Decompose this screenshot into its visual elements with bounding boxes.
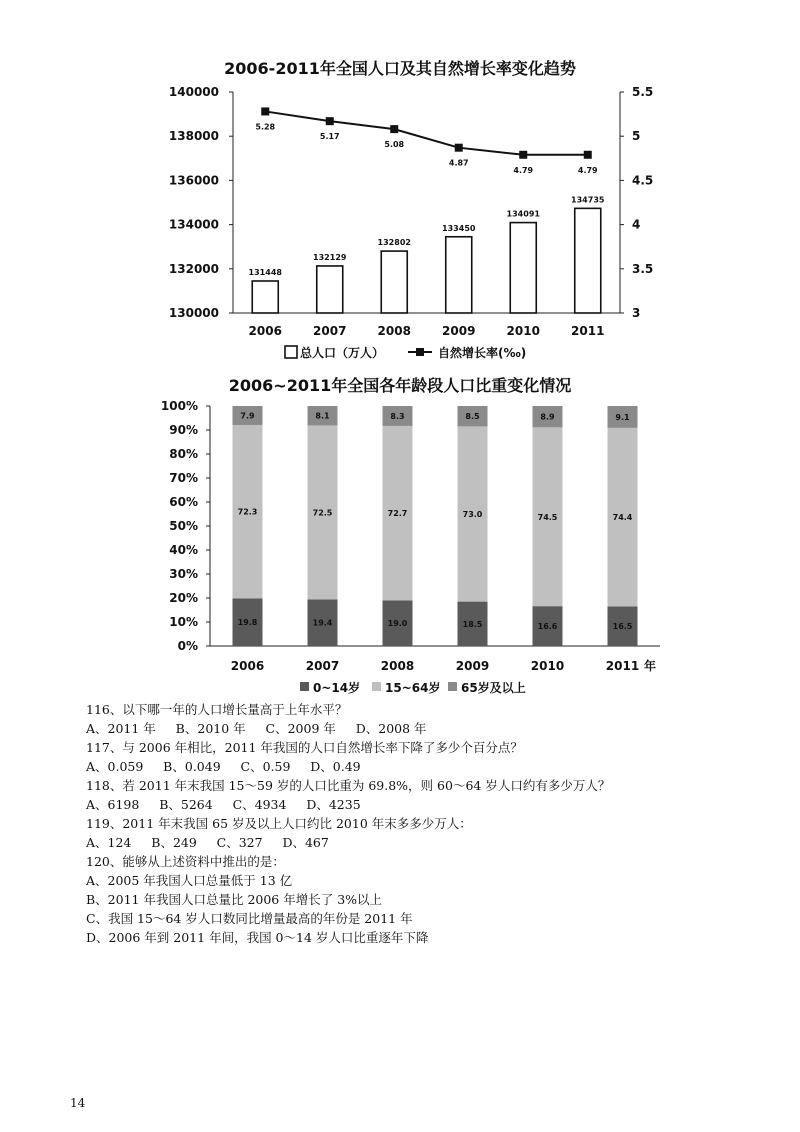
legend-label: 0~14岁	[313, 681, 361, 695]
question-line: B、2011 年我国人口总量比 2006 年增长了 3%以上	[86, 892, 383, 907]
question-line: A、2011 年 B、2010 年 C、2009 年 D、2008 年	[86, 721, 427, 736]
y-tick-label: 90%	[169, 423, 198, 437]
population-bar-label: 134735	[571, 195, 605, 205]
question-line: A、2005 年我国人口总量低于 13 亿	[86, 873, 293, 888]
left-tick-label: 132000	[168, 261, 219, 276]
right-tick-label: 3	[632, 306, 641, 320]
right-tick-label: 4.5	[632, 173, 654, 188]
population-bar-label: 132802	[377, 238, 411, 248]
question-line: A、0.059 B、0.049 C、0.59 D、0.49	[86, 759, 361, 774]
question-list	[86, 700, 610, 947]
legend-swatch	[300, 682, 309, 691]
x-tick-label: 2006	[230, 659, 265, 673]
age-segment-label: 73.0	[462, 510, 483, 519]
population-bar-label: 133450	[442, 223, 476, 233]
question-line: A、6198 B、5264 C、4934 D、4235	[86, 797, 361, 812]
left-tick-label: 138000	[168, 129, 219, 144]
y-tick-label: 80%	[169, 447, 198, 461]
right-tick-label: 4	[632, 217, 641, 232]
question-line: D、2006 年到 2011 年间，我国 0～14 岁人口比重逐年下降	[86, 930, 429, 945]
age-segment-label: 16.6	[537, 622, 558, 632]
right-tick-label: 3.5	[632, 261, 654, 276]
chart2-title: 2006~2011年全国各年龄段人口比重变化情况	[228, 376, 572, 395]
age-segment-label: 8.3	[390, 411, 405, 421]
y-tick-label: 100%	[160, 399, 198, 413]
growth-rate-label: 4.79	[577, 165, 598, 175]
age-segment-label: 74.5	[537, 512, 558, 522]
age-segment-label: 16.5	[612, 622, 633, 632]
growth-rate-label: 4.79	[513, 165, 534, 175]
question-line: 119、2011 年末我国 65 岁及以上人口约比 2010 年末多多少万人：	[86, 816, 472, 831]
x-tick-label: 2010	[506, 324, 540, 338]
growth-rate-label: 5.28	[255, 122, 276, 132]
left-tick-label: 134000	[168, 217, 219, 232]
question-line: C、我国 15～64 岁人口数同比增量最高的年份是 2011 年	[86, 911, 413, 926]
age-segment-label: 72.5	[312, 508, 333, 518]
age-segment-label: 19.8	[237, 618, 258, 628]
age-segment-label: 7.9	[240, 411, 255, 421]
question-line: A、124 B、249 C、327 D、467	[86, 835, 329, 850]
x-tick-label: 2008	[377, 324, 411, 338]
population-bar-label: 132129	[313, 252, 347, 262]
legend-label: 65岁及以上	[461, 681, 526, 695]
legend-label: 15~64岁	[385, 681, 441, 695]
age-segment-label: 72.7	[387, 509, 408, 519]
y-tick-label: 40%	[169, 543, 198, 557]
y-tick-label: 50%	[169, 519, 198, 533]
age-segment-label: 18.5	[462, 619, 483, 629]
age-segment-label: 8.5	[465, 412, 480, 422]
x-tick-label: 2006	[248, 324, 282, 338]
age-segment-label: 8.1	[315, 411, 330, 421]
growth-rate-label: 5.08	[384, 140, 405, 150]
growth-rate-label: 5.17	[319, 132, 340, 142]
population-bar-label: 131448	[248, 267, 282, 277]
age-segment-label: 72.3	[237, 507, 258, 517]
y-tick-label: 0%	[177, 639, 198, 653]
age-segment-label: 9.1	[615, 412, 630, 422]
x-tick-label: 2011	[605, 659, 640, 673]
age-segment-label: 19.0	[387, 619, 408, 629]
page-number: 14	[70, 1096, 86, 1110]
x-unit-label: 年	[644, 659, 657, 673]
legend-swatch	[372, 682, 381, 691]
x-tick-label: 2007	[305, 659, 340, 673]
question-line: 118、若 2011 年末我国 15～59 岁的人口比重为 69.8%，则 60～64 岁人口约有多少万人？	[86, 778, 611, 793]
legend-swatch	[448, 682, 457, 691]
y-tick-label: 30%	[169, 567, 198, 581]
age-segment-label: 8.9	[540, 412, 555, 422]
x-tick-label: 2007	[313, 324, 347, 338]
y-tick-label: 10%	[169, 615, 198, 629]
y-tick-label: 70%	[169, 471, 198, 485]
y-tick-label: 60%	[169, 495, 198, 509]
x-tick-label: 2009	[455, 659, 490, 673]
question-line: 116、以下哪一年的人口增长量高于上年水平？	[86, 702, 348, 717]
question-line: 120、能够从上述资料中推出的是：	[86, 854, 285, 869]
left-tick-label: 136000	[168, 173, 219, 188]
right-tick-label: 5	[632, 129, 641, 144]
y-tick-label: 20%	[169, 591, 198, 605]
x-tick-label: 2010	[530, 659, 565, 673]
age-segment-label: 19.4	[312, 618, 333, 628]
legend-bar-label: 总人口（万人）	[300, 346, 385, 360]
chart1-title: 2006-2011年全国人口及其自然增长率变化趋势	[224, 59, 576, 78]
left-tick-label: 130000	[168, 306, 219, 320]
growth-rate-label: 4.87	[448, 158, 469, 168]
x-tick-label: 2008	[380, 659, 415, 673]
legend-line-label: 自然增长率(‰)	[438, 346, 527, 360]
x-tick-label: 2009	[442, 324, 476, 338]
right-tick-label: 5.5	[632, 85, 654, 99]
x-tick-label: 2011	[571, 324, 605, 338]
population-bar-label: 134091	[506, 209, 540, 219]
age-segment-label: 74.4	[612, 513, 633, 523]
left-tick-label: 140000	[168, 85, 219, 99]
question-line: 117、与 2006 年相比，2011 年我国的人口自然增长率下降了多少个百分点？	[86, 740, 523, 755]
